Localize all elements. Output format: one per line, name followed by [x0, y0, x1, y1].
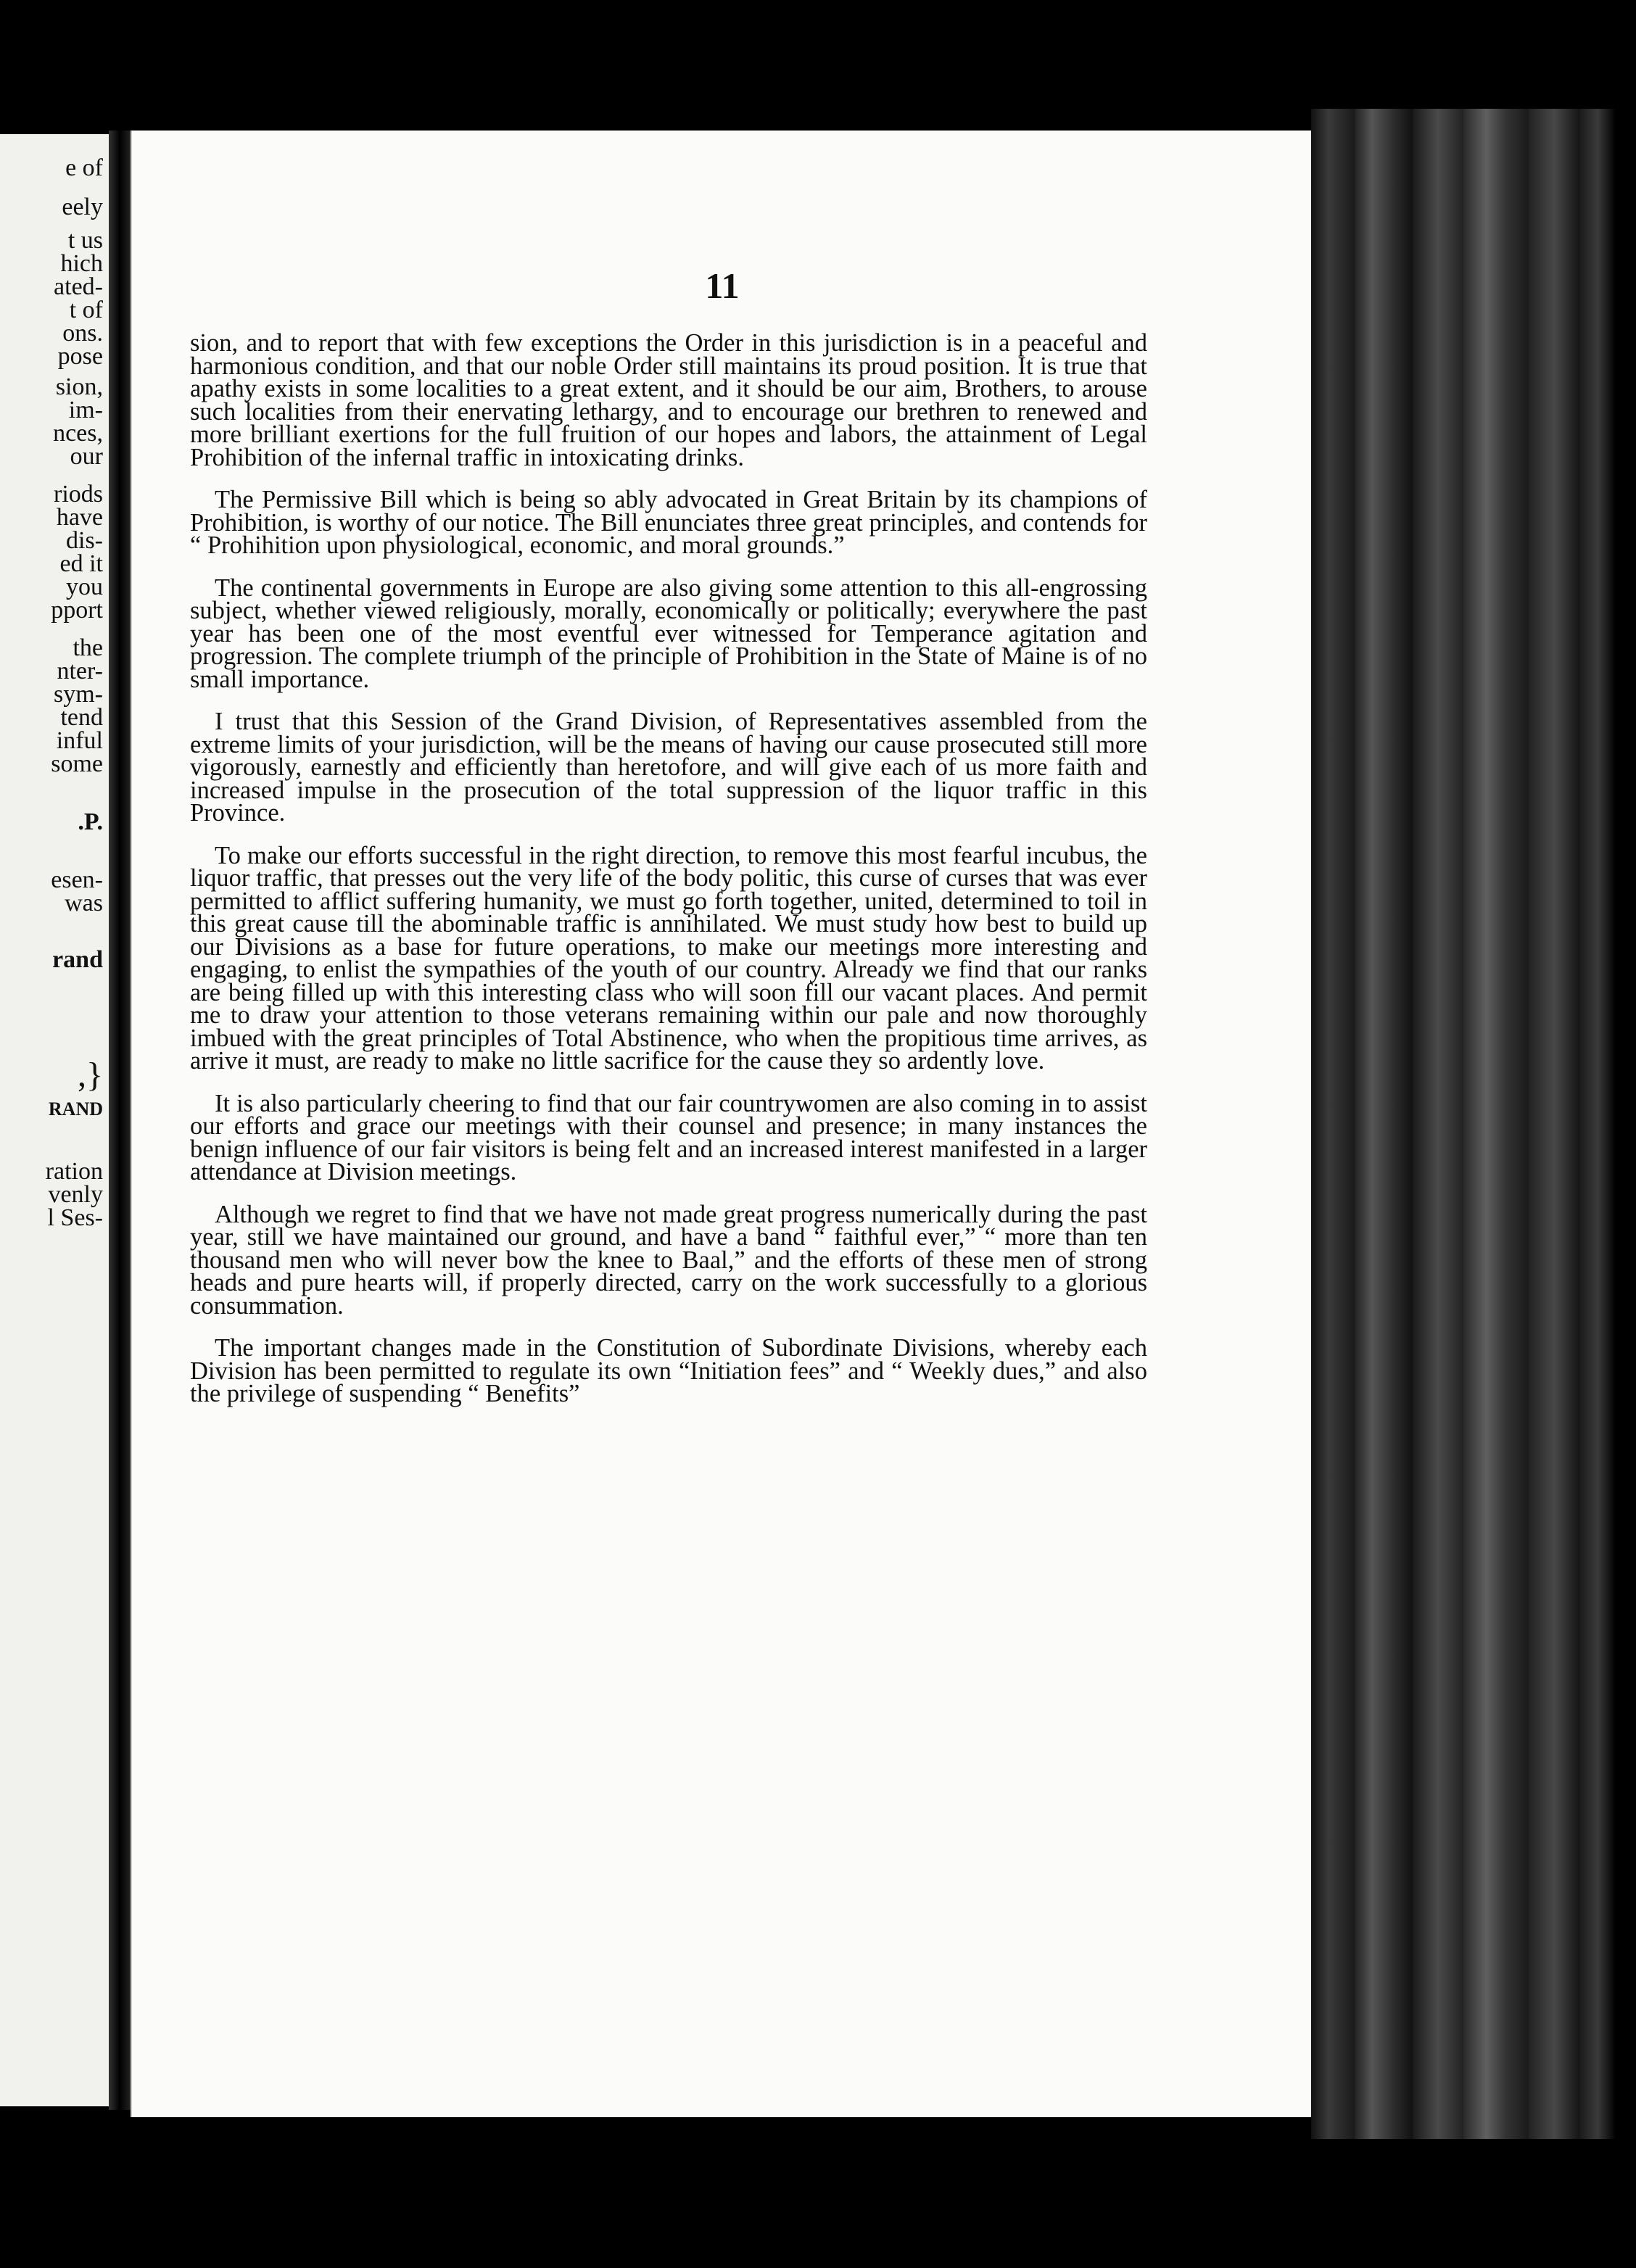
left-page-fragment: t us	[67, 227, 103, 254]
left-page-fragment: have	[56, 504, 103, 531]
paragraph: Although we regret to find that we have not made great progress numerically during the past year, still we have maintained our ground, and have a band “ faithful ever,” “ more than ten thousand men who will never bow the knee to Baal,” and the efforts of these men of strong heads and pure hearts will, if properly directed, carry on the work successfully to a glorious consummation.	[190, 1200, 1147, 1320]
left-page-fragment: the	[73, 634, 103, 661]
paragraph: sion, and to report that with few exceptions the Order in this jurisdiction is in a peaceful and harmonious condition, and that our noble Order still maintains its proud position. It is true that apathy exists in some localities to a great extent, and it should be our aim, Brothers, to arouse such localities from their enervating lethargy, and to encourage our brethren to renewed and more brilliant exertions for the full fruition of our hopes and labors, the attainment of Legal Prohibition of the infernal traffic in intoxicating drinks.	[190, 329, 1147, 471]
left-page-fragment: l Ses-	[47, 1204, 103, 1231]
left-page-fragment: RAND	[48, 1098, 103, 1119]
paragraph: The Permissive Bill which is being so ably advocated in Great Britain by its champions of Prohibition, is worthy of our notice. The Bill enunciates three great principles, and contends for “ Prohihition upon physiological, economic, and moral grounds.”	[190, 486, 1147, 559]
left-page-fragment: sym-	[54, 681, 103, 708]
paragraph: It is also particularly cheering to find that our fair countrywomen are also coming in to assist our efforts and grace our meetings with their counsel and presence; in many instances the benign influence of our fair visitors is being felt and an increased interest manifested in a larger attendance at Division meetings.	[190, 1089, 1147, 1185]
left-page-fragment: ated-	[54, 273, 103, 300]
book-gutter	[109, 131, 131, 2110]
left-page-fragment: e of	[65, 154, 103, 181]
left-page-fragment: pport	[51, 597, 103, 624]
left-page-fragment: pose	[57, 343, 103, 370]
left-page-fragment: tend	[60, 704, 103, 731]
left-page-fragment: .P.	[78, 808, 103, 835]
left-page-fragment: dis-	[66, 527, 103, 554]
left-page-fragment: our	[70, 443, 103, 470]
left-page-fragment: esen-	[51, 866, 103, 893]
paragraph: To make our efforts successful in the right direction, to remove this most fearful incubus, the liquor traffic, that presses out the very life of the body politic, this curse of curses that was ever permitted to afflict suffering humanity, we must go forth together, united, determined to toil in this great cause till the abominable traffic is annihilated. We must study how best to build up our Divisions as a base for future operations, to make our meetings more interesting and engaging, to enlist the sympathies of the youth of our country. Already we find that our ranks are being filled up with this interesting class who will soon fill our vacant places. And permit me to draw your attention to those veterans remaining within our pale and now thoroughly imbued with the great principles of Total Abstinence, who when the propitious time arrives, as arrive it must, are ready to make no little sacrifice for the cause they so ardently love.	[190, 841, 1147, 1075]
left-page-fragment: some	[51, 750, 103, 777]
left-page-fragment: nces,	[53, 420, 103, 447]
left-page-fragment: ,}	[77, 1056, 103, 1094]
page-number: 11	[705, 265, 740, 306]
left-page-fragment: im-	[68, 397, 103, 423]
left-page-fragment: was	[65, 890, 103, 916]
left-page-fragment: nter-	[57, 658, 103, 684]
left-page-fragment: riods	[54, 481, 103, 508]
book-page	[131, 131, 1313, 2117]
left-facing-page	[0, 134, 109, 2106]
left-page-fragment: ration	[45, 1158, 103, 1185]
left-page-fragment: ed it	[59, 550, 103, 577]
page-body	[190, 329, 1147, 1425]
left-page-fragment: you	[66, 574, 103, 600]
left-page-fragment: sion,	[55, 373, 103, 400]
left-page-fragment: hich	[60, 250, 103, 277]
left-page-fragment: eely	[62, 194, 103, 220]
left-page-fragment: ons.	[62, 320, 103, 347]
paragraph: The continental governments in Europe are also giving some attention to this all-engrossing subject, whether viewed religiously, morally, economically or politically; everywhere the past year has been one of the most eventful ever witnessed for Temperance agitation and progression. The complete triumph of the principle of Prohibition in the State of Maine is of no small importance.	[190, 574, 1147, 693]
left-page-fragment: rand	[52, 946, 103, 973]
left-page-fragment: t of	[69, 297, 103, 323]
left-page-fragment: inful	[56, 727, 103, 754]
paragraph: I trust that this Session of the Grand Division, of Representatives assembled from the extreme limits of your jurisdiction, will be the means of having our cause prosecuted still more vigorously, earnestly and efficiently than heretofore, and will give each of us more faith and increased impulse in the prosecution of the total suppression of the liquor traffic in this Province.	[190, 708, 1147, 827]
paragraph: The important changes made in the Constitution of Subordinate Divisions, whereby each Division has been permitted to regulate its own “Initiation fees” and “ Weekly dues,” and also the privilege of suspending “ Benefits”	[190, 1334, 1147, 1407]
left-page-fragment: venly	[48, 1181, 103, 1208]
book-fore-edge	[1311, 109, 1636, 2139]
